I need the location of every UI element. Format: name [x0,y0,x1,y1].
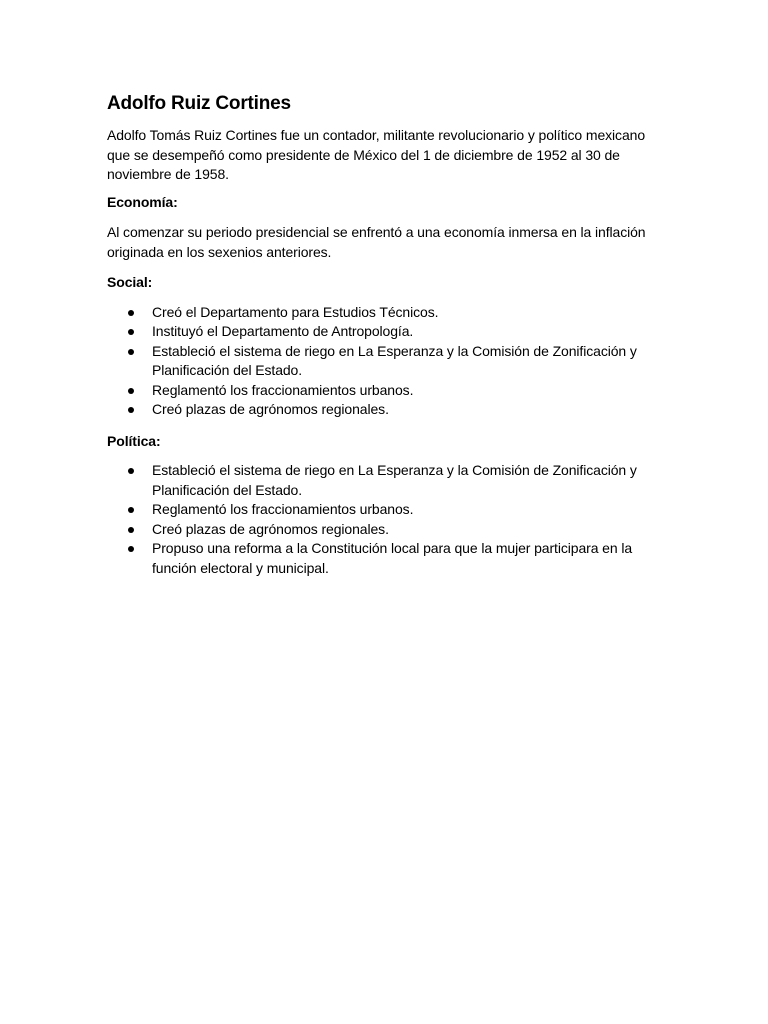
list-item-text: Estableció el sistema de riego en La Esperanza y la Comisión de Zonificación y Planificación del Estado. [152,462,637,498]
document-page [107,92,667,578]
social-heading: Social: [107,274,153,290]
list-item [107,400,667,420]
list-item-text: Creó el Departamento para Estudios Técnicos. [152,303,439,320]
bullet-icon [128,310,134,316]
bullet-icon [128,527,134,533]
bullet-icon [128,329,134,335]
economia-heading: Economía: [107,193,178,210]
list-item [107,381,667,401]
list-item-text: Propuso una reforma a la Constitución local para que la mujer participara en la función electoral y municipal. [152,540,633,576]
list-item [107,520,667,540]
list-item-text: Reglamentó los fraccionamientos urbanos. [152,501,414,517]
list-item-text: Instituyó el Departamento de Antropología. [152,323,414,339]
bullet-icon [128,407,134,413]
document-title: Adolfo Ruiz Cortines [107,93,291,114]
list-item-text: Estableció el sistema de riego en La Esperanza y la Comisión de Zonificación y Planificación del Estado. [152,342,637,378]
bullet-icon [128,349,134,355]
list-item [107,342,667,381]
intro-paragraph: Adolfo Tomás Ruiz Cortines fue un contador, militante revolucionario y político mexicano que se desempeñó como presidente de México del 1 de diciembre de 1952 al 30 de noviembre de 1958. [107,127,646,182]
politica-heading: Política: [107,432,161,449]
list-item [107,500,667,520]
bullet-icon [128,468,134,474]
bullet-icon [128,507,134,513]
bullet-icon [128,546,134,552]
list-item-text: Creó plazas de agrónomos regionales. [152,401,389,417]
list-item-text: Creó plazas de agrónomos regionales. [152,520,389,537]
economia-paragraph: Al comenzar su periodo presidencial se enfrentó a una economía inmersa en la inflación originada en los sexenios anteriores. [107,224,646,260]
list-item [107,539,667,578]
bullet-icon [128,388,134,394]
list-item-text: Reglamentó los fraccionamientos urbanos. [152,381,414,398]
list-item [107,303,667,323]
social-list [107,303,667,420]
list-item [107,461,667,500]
politica-list [107,461,667,578]
list-item [107,322,667,342]
